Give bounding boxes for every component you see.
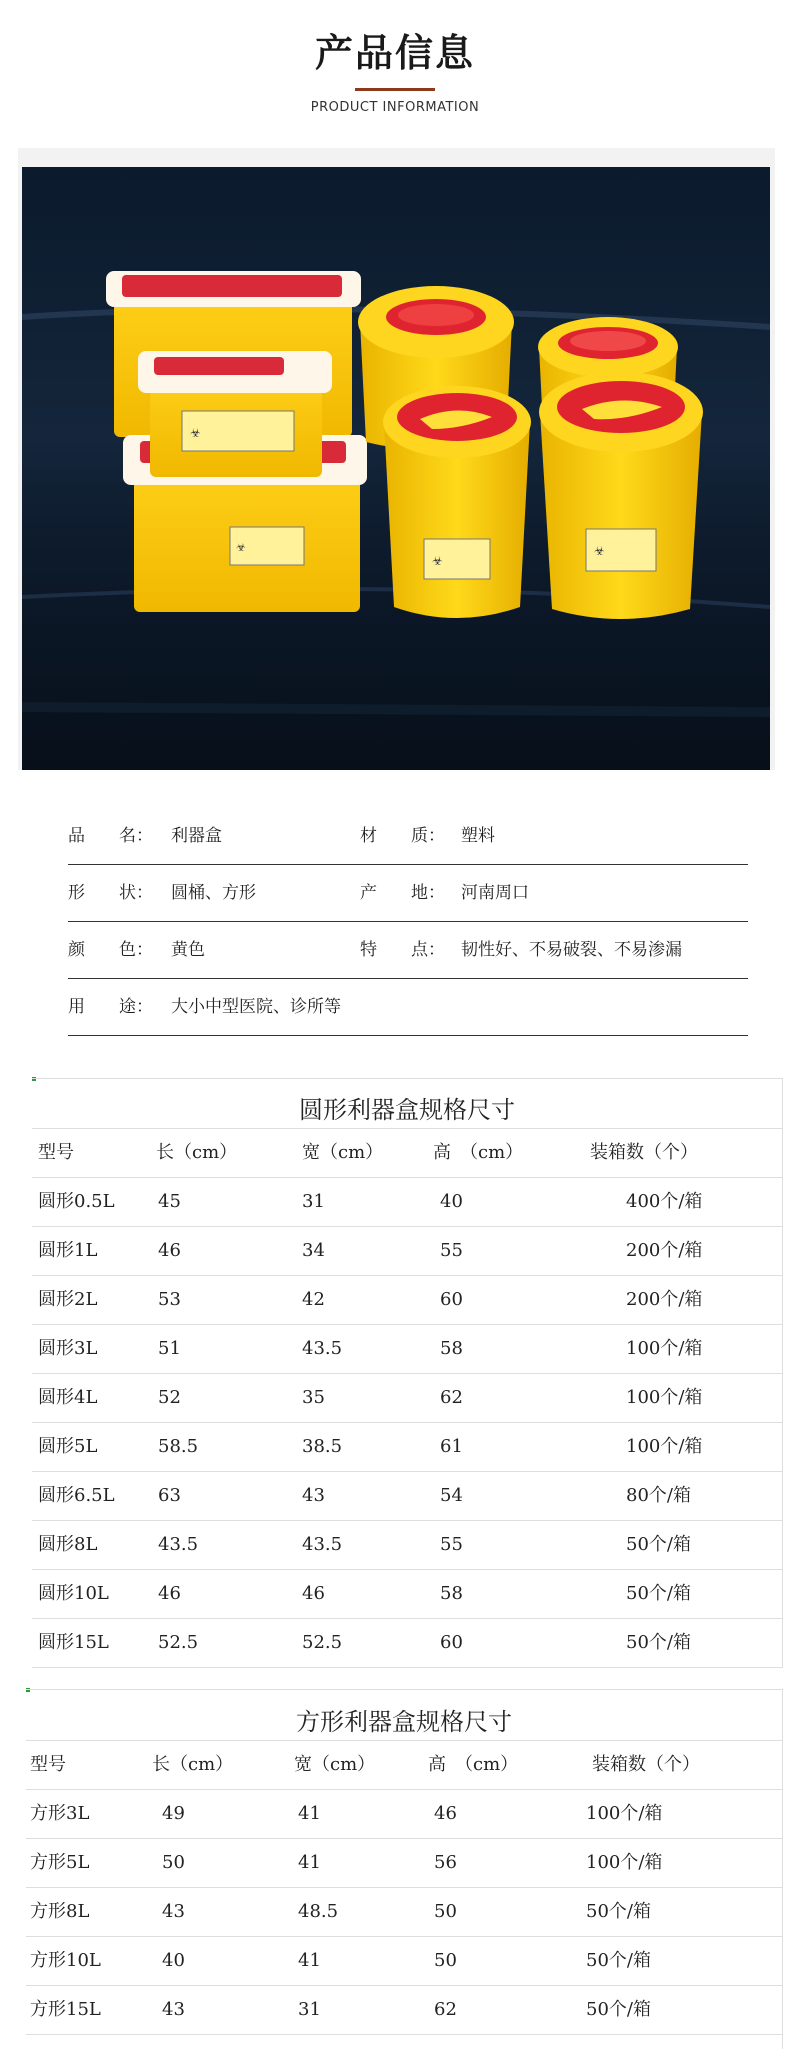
square-table-title: 方形利器盒规格尺寸 [296,1708,512,1736]
table-border [26,2034,782,2035]
cell-length: 46 [158,1583,181,1604]
info-label: 产 地： [360,883,445,903]
table-border [26,1689,782,1690]
cell-height: 50 [434,1950,457,1971]
cell-model: 圆形5L [38,1436,98,1457]
cell-length: 46 [158,1240,181,1261]
cell-model: 圆形0.5L [38,1191,115,1212]
table-row [26,1887,782,1936]
cell-width: 48.5 [298,1901,339,1922]
col-header-length: 长（cm） [156,1142,238,1163]
info-value: 塑料 [461,826,495,846]
info-value: 大小中型医院、诊所等 [171,997,341,1017]
cell-height: 61 [440,1436,463,1457]
cell-model: 圆形1L [38,1240,98,1261]
table-border [32,1667,782,1668]
col-header-height: 高 （cm） [433,1142,524,1163]
info-label: 用 途： [68,997,153,1017]
cell-length: 40 [162,1950,185,1971]
cell-width: 31 [298,1999,321,2020]
cell-model: 方形8L [30,1901,90,1922]
cell-length: 53 [158,1289,181,1310]
table-row [32,1373,782,1422]
cell-pack: 100个/箱 [626,1338,703,1359]
table-border [32,1078,782,1079]
cell-pack: 100个/箱 [586,1852,663,1873]
cell-height: 58 [440,1338,463,1359]
cell-length: 43 [162,1999,185,2020]
col-header-model: 型号 [38,1142,74,1163]
info-label: 特 点： [360,940,445,960]
cell-pack: 50个/箱 [586,1901,651,1922]
info-label: 形 状： [68,883,153,903]
page-subtitle: PRODUCT INFORMATION [310,100,480,115]
info-value: 利器盒 [171,826,222,846]
cell-height: 60 [440,1632,463,1653]
table-row [32,1471,782,1520]
cell-pack: 200个/箱 [626,1240,703,1261]
info-label: 颜 色： [68,940,153,960]
cell-length: 52 [158,1387,181,1408]
cell-length: 50 [162,1852,185,1873]
cell-height: 62 [434,1999,457,2020]
table-row [32,1520,782,1569]
cell-width: 41 [298,1803,321,1824]
table-row [32,1422,782,1471]
title-underline [355,88,435,91]
divider [68,1035,748,1036]
table-row [26,1985,782,2034]
info-row [68,979,748,1035]
cell-model: 方形3L [30,1803,90,1824]
cell-width: 43 [302,1485,325,1506]
svg-text:☣: ☣ [236,541,246,554]
cell-pack: 50个/箱 [626,1632,691,1653]
cell-height: 46 [434,1803,457,1824]
cell-length: 43 [162,1901,185,1922]
cell-width: 34 [302,1240,325,1261]
cell-pack: 50个/箱 [626,1534,691,1555]
cell-width: 41 [298,1950,321,1971]
cell-width: 43.5 [302,1534,343,1555]
col-header-pack: 装箱数（个） [590,1142,698,1163]
cell-model: 圆形10L [38,1583,109,1604]
cell-pack: 100个/箱 [586,1803,663,1824]
cell-pack: 50个/箱 [626,1583,691,1604]
cell-width: 35 [302,1387,325,1408]
cell-pack: 80个/箱 [626,1485,691,1506]
svg-text:☣: ☣ [190,426,201,440]
cell-length: 51 [158,1338,181,1359]
cell-width: 43.5 [302,1338,343,1359]
cell-pack: 100个/箱 [626,1436,703,1457]
cell-model: 圆形8L [38,1534,98,1555]
cell-height: 50 [434,1901,457,1922]
round-table-title: 圆形利器盒规格尺寸 [299,1096,515,1124]
info-row [68,922,748,978]
col-header-width: 宽（cm） [302,1142,384,1163]
info-value: 圆桶、方形 [171,883,256,903]
table-row [32,1275,782,1324]
cell-width: 38.5 [302,1436,343,1457]
svg-text:☣: ☣ [432,554,443,568]
table-border [782,1689,783,2049]
cell-height: 54 [440,1485,463,1506]
col-header-length: 长（cm） [152,1754,234,1775]
cell-height: 40 [440,1191,463,1212]
table-row [32,1618,782,1667]
cell-height: 58 [440,1583,463,1604]
col-header-pack: 装箱数（个） [592,1754,700,1775]
info-value: 韧性好、不易破裂、不易渗漏 [461,940,682,960]
cell-pack: 400个/箱 [626,1191,703,1212]
cell-length: 45 [158,1191,181,1212]
cell-height: 60 [440,1289,463,1310]
cell-model: 方形10L [30,1950,101,1971]
cell-model: 圆形6.5L [38,1485,115,1506]
cell-height: 62 [440,1387,463,1408]
col-header-width: 宽（cm） [294,1754,376,1775]
table-header-row [26,1740,782,1789]
table-row [32,1177,782,1226]
table-row [26,1838,782,1887]
cell-width: 52.5 [302,1632,343,1653]
cell-pack: 200个/箱 [626,1289,703,1310]
cell-length: 49 [162,1803,185,1824]
cell-width: 46 [302,1583,325,1604]
cell-width: 31 [302,1191,325,1212]
cell-length: 63 [158,1485,181,1506]
col-header-height: 高 （cm） [428,1754,519,1775]
cell-model: 方形15L [30,1999,101,2020]
table-row [32,1324,782,1373]
cell-pack: 100个/箱 [626,1387,703,1408]
table-header-row [32,1128,782,1177]
info-label: 品 名： [68,826,153,846]
cell-pack: 50个/箱 [586,1950,651,1971]
cell-height: 55 [440,1534,463,1555]
info-value: 河南周口 [461,883,529,903]
cell-model: 圆形3L [38,1338,98,1359]
cell-width: 42 [302,1289,325,1310]
table-row [32,1226,782,1275]
info-row [68,865,748,921]
product-photo [22,167,770,770]
cell-length: 43.5 [158,1534,199,1555]
info-row [68,808,748,864]
cell-length: 52.5 [158,1632,199,1653]
page-title: 产品信息 [314,31,475,75]
info-label: 材 质： [360,826,445,846]
cell-pack: 50个/箱 [586,1999,651,2020]
cell-width: 41 [298,1852,321,1873]
col-header-model: 型号 [30,1754,66,1775]
svg-text:☣: ☣ [594,544,605,558]
cell-model: 圆形2L [38,1289,98,1310]
table-row [26,1936,782,1985]
cell-model: 圆形15L [38,1632,109,1653]
table-row [32,1569,782,1618]
cell-model: 圆形4L [38,1387,98,1408]
info-value: 黄色 [171,940,205,960]
cell-model: 方形5L [30,1852,90,1873]
cell-height: 56 [434,1852,457,1873]
cell-height: 55 [440,1240,463,1261]
table-row [26,1789,782,1838]
table-border [782,1078,783,1668]
cell-length: 58.5 [158,1436,199,1457]
